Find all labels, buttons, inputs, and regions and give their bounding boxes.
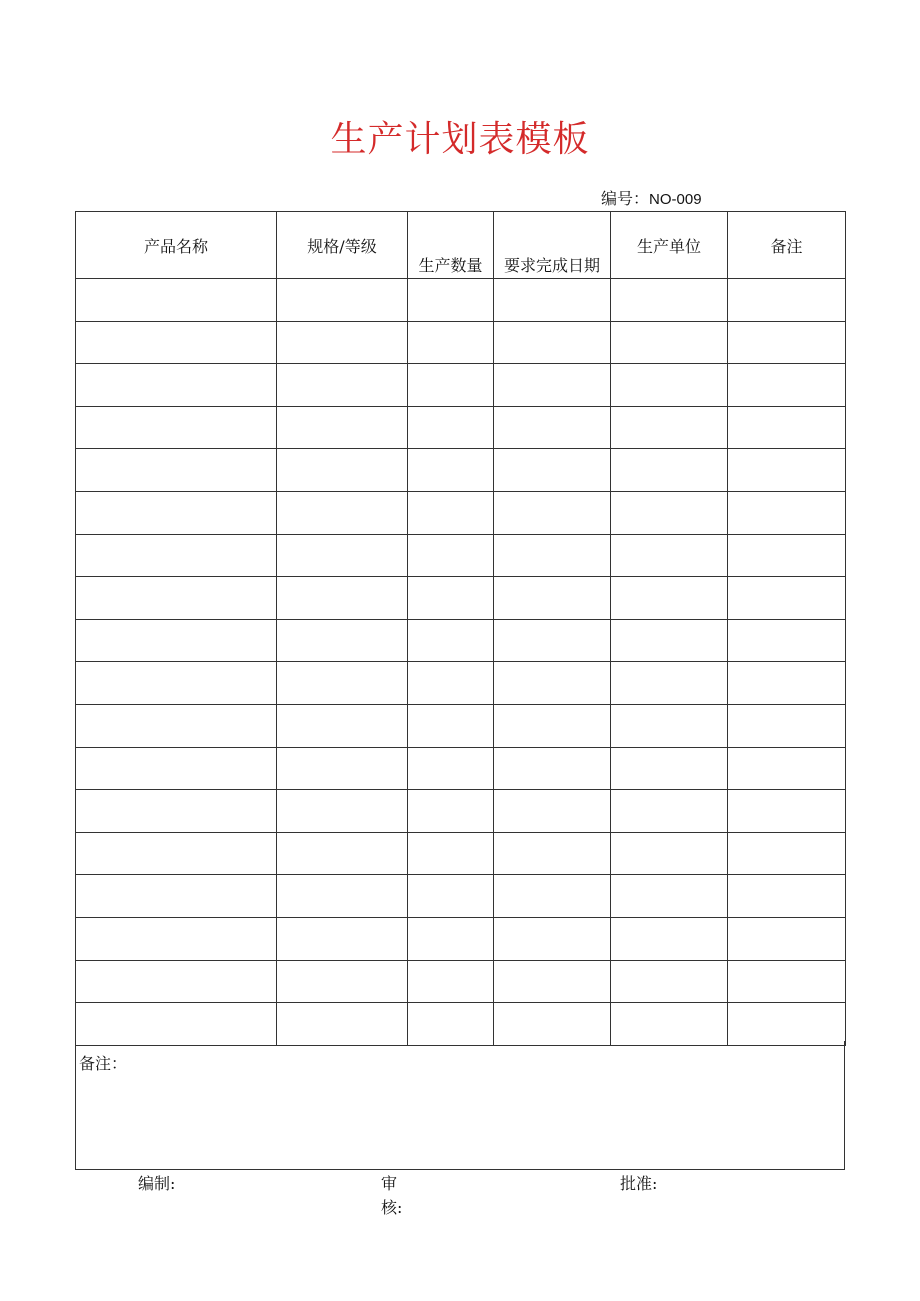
table-cell[interactable] <box>76 747 277 790</box>
table-cell[interactable] <box>277 406 408 449</box>
table-cell[interactable] <box>611 960 728 1003</box>
table-cell[interactable] <box>728 577 846 620</box>
table-cell[interactable] <box>277 747 408 790</box>
table-cell[interactable] <box>408 364 494 407</box>
review-label-line1: 审 <box>381 1174 398 1193</box>
table-cell[interactable] <box>611 747 728 790</box>
table-cell[interactable] <box>611 449 728 492</box>
table-cell[interactable] <box>494 960 611 1003</box>
table-cell[interactable] <box>76 577 277 620</box>
table-cell[interactable] <box>277 790 408 833</box>
table-cell[interactable] <box>728 279 846 322</box>
table-row <box>76 279 846 322</box>
table-cell[interactable] <box>277 1003 408 1046</box>
production-plan-table <box>75 211 846 1046</box>
table-row <box>76 619 846 662</box>
table-cell[interactable] <box>611 491 728 534</box>
table-cell[interactable] <box>76 619 277 662</box>
table-cell[interactable] <box>728 662 846 705</box>
table-cell[interactable] <box>494 790 611 833</box>
table-cell[interactable] <box>277 534 408 577</box>
header-remarks: 备注 <box>728 212 846 279</box>
table-cell[interactable] <box>408 875 494 918</box>
table-cell[interactable] <box>728 406 846 449</box>
document-number <box>601 188 702 211</box>
table-cell[interactable] <box>408 1003 494 1046</box>
table-row <box>76 832 846 875</box>
table-row <box>76 364 846 407</box>
table-cell[interactable] <box>494 534 611 577</box>
table-cell[interactable] <box>277 279 408 322</box>
table-cell[interactable] <box>408 321 494 364</box>
table-cell[interactable] <box>408 960 494 1003</box>
table-cell[interactable] <box>611 704 728 747</box>
table-cell[interactable] <box>611 1003 728 1046</box>
header-spec-grade: 规格/等级 <box>277 212 408 279</box>
table-cell[interactable] <box>277 875 408 918</box>
table-cell[interactable] <box>277 364 408 407</box>
header-production-unit: 生产单位 <box>611 212 728 279</box>
table-cell[interactable] <box>728 875 846 918</box>
table-cell[interactable] <box>408 790 494 833</box>
approved-by-label: 批准: <box>620 1174 658 1193</box>
table-cell[interactable] <box>76 534 277 577</box>
table-cell[interactable] <box>277 619 408 662</box>
table-cell[interactable] <box>494 832 611 875</box>
table-cell[interactable] <box>408 704 494 747</box>
table-cell[interactable] <box>76 875 277 918</box>
table-cell[interactable] <box>611 619 728 662</box>
table-cell[interactable] <box>76 364 277 407</box>
table-cell[interactable] <box>408 491 494 534</box>
header-due-date: 要求完成日期 <box>494 212 611 279</box>
table-cell[interactable] <box>277 491 408 534</box>
table-cell[interactable] <box>277 832 408 875</box>
table-cell[interactable] <box>611 279 728 322</box>
table-cell[interactable] <box>494 704 611 747</box>
table-cell[interactable] <box>76 321 277 364</box>
table-cell[interactable] <box>76 790 277 833</box>
table-cell[interactable] <box>728 832 846 875</box>
table-cell[interactable] <box>728 534 846 577</box>
table-cell[interactable] <box>494 747 611 790</box>
table-cell[interactable] <box>494 491 611 534</box>
table-cell[interactable] <box>611 577 728 620</box>
table-row <box>76 747 846 790</box>
table-cell[interactable] <box>611 534 728 577</box>
table-header-row <box>76 212 846 279</box>
table-cell[interactable] <box>494 364 611 407</box>
table-cell[interactable] <box>728 747 846 790</box>
table-row <box>76 917 846 960</box>
table-cell[interactable] <box>277 577 408 620</box>
table-row <box>76 577 846 620</box>
page-title: 生产计划表模板 <box>330 119 590 160</box>
document-number-value: NO-009 <box>649 191 702 208</box>
table-cell[interactable] <box>408 747 494 790</box>
table-cell[interactable] <box>408 917 494 960</box>
table-row <box>76 662 846 705</box>
table-cell[interactable] <box>611 832 728 875</box>
table-cell[interactable] <box>494 917 611 960</box>
table-row <box>76 406 846 449</box>
notes-box <box>75 1041 845 1170</box>
header-quantity: 生产数量 <box>408 212 494 279</box>
table-cell[interactable] <box>728 449 846 492</box>
table-cell[interactable] <box>494 662 611 705</box>
table-cell[interactable] <box>728 1003 846 1046</box>
table-cell[interactable] <box>76 1003 277 1046</box>
table-row <box>76 321 846 364</box>
review-label-line2: 核: <box>381 1198 403 1217</box>
table-cell[interactable] <box>76 449 277 492</box>
table-cell[interactable] <box>76 832 277 875</box>
table-cell[interactable] <box>76 279 277 322</box>
table-cell[interactable] <box>611 662 728 705</box>
table-cell[interactable] <box>728 790 846 833</box>
table-cell[interactable] <box>728 960 846 1003</box>
table-cell[interactable] <box>408 406 494 449</box>
table-row <box>76 960 846 1003</box>
table-cell[interactable] <box>76 406 277 449</box>
table-cell[interactable] <box>611 406 728 449</box>
table-cell[interactable] <box>408 662 494 705</box>
table-cell[interactable] <box>277 917 408 960</box>
table-cell[interactable] <box>728 917 846 960</box>
table-cell[interactable] <box>408 279 494 322</box>
table-cell[interactable] <box>728 364 846 407</box>
table-cell[interactable] <box>76 662 277 705</box>
table-cell[interactable] <box>494 875 611 918</box>
table-cell[interactable] <box>494 321 611 364</box>
table-cell[interactable] <box>494 279 611 322</box>
table-cell[interactable] <box>408 619 494 662</box>
table-cell[interactable] <box>728 321 846 364</box>
prepared-by-label: 编制: <box>138 1174 176 1193</box>
table-body <box>76 279 846 1046</box>
table-cell[interactable] <box>76 960 277 1003</box>
table-cell[interactable] <box>494 449 611 492</box>
table-cell[interactable] <box>277 449 408 492</box>
table-cell[interactable] <box>277 704 408 747</box>
table-cell[interactable] <box>408 534 494 577</box>
table-cell[interactable] <box>494 619 611 662</box>
table-cell[interactable] <box>76 491 277 534</box>
table-cell[interactable] <box>494 577 611 620</box>
table-cell[interactable] <box>76 917 277 960</box>
table-row <box>76 704 846 747</box>
table-cell[interactable] <box>408 832 494 875</box>
table-row <box>76 1003 846 1046</box>
table-cell[interactable] <box>728 491 846 534</box>
table-cell[interactable] <box>408 449 494 492</box>
document-number-label: 编号： <box>601 189 650 208</box>
table-row <box>76 491 846 534</box>
table-cell[interactable] <box>611 364 728 407</box>
table-cell[interactable] <box>611 875 728 918</box>
table-cell[interactable] <box>494 406 611 449</box>
table-cell[interactable] <box>611 790 728 833</box>
notes-label: 备注： <box>79 1054 128 1073</box>
table-row <box>76 449 846 492</box>
table-row <box>76 534 846 577</box>
header-product-name: 产品名称 <box>76 212 277 279</box>
table-cell[interactable] <box>728 704 846 747</box>
table-cell[interactable] <box>728 619 846 662</box>
table-cell[interactable] <box>611 321 728 364</box>
table-cell[interactable] <box>611 917 728 960</box>
table-cell[interactable] <box>408 577 494 620</box>
table-row <box>76 790 846 833</box>
table-cell[interactable] <box>277 960 408 1003</box>
table-cell[interactable] <box>76 704 277 747</box>
table-cell[interactable] <box>277 662 408 705</box>
table-cell[interactable] <box>494 1003 611 1046</box>
table-cell[interactable] <box>277 321 408 364</box>
table-row <box>76 875 846 918</box>
